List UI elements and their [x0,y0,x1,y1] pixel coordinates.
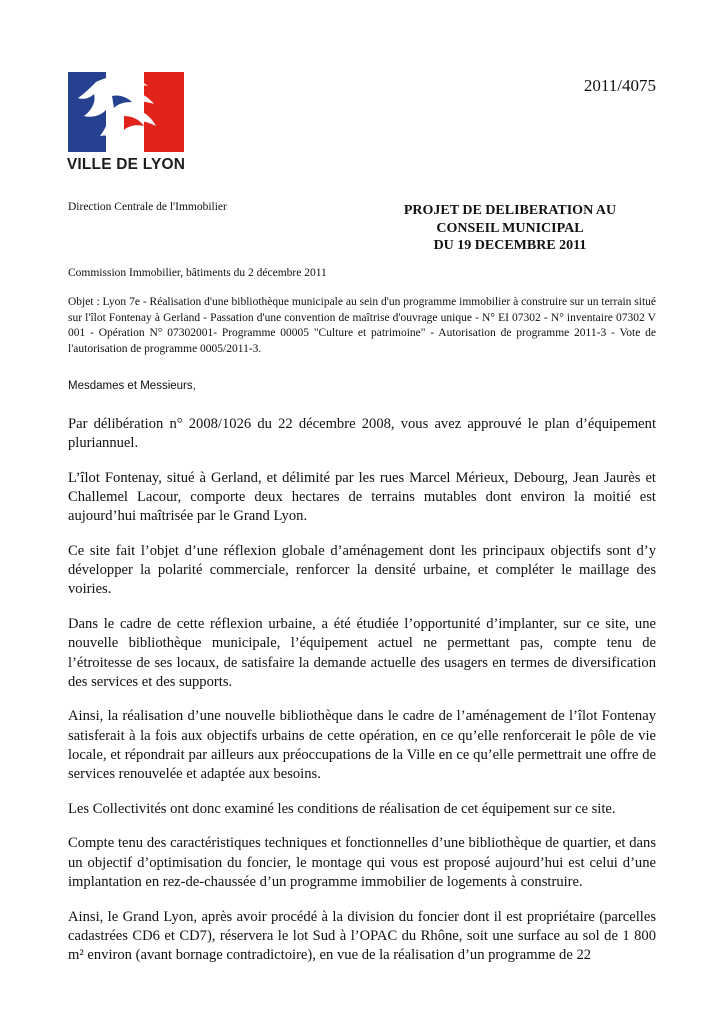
body-paragraph: Les Collectivités ont donc examiné les conditions de réalisation de cet équipement sur ce site. [68,800,616,817]
commission-line: Commission Immobilier, bâtiments du 2 décembre 2011 [68,267,327,279]
body-text [68,415,656,981]
body-paragraph: Ainsi, le Grand Lyon, après avoir procédé à la division du foncier dont il est propriétaire (parcelles cadastrées CD6 et CD7), réservera le lot Sud à l’OPAC du Rhône, soit une surface au sol de 1 800 m² environ (avant bornage contradictoire), en vue de la réalisation d’un programme de 22 [68,908,656,963]
salutation: Mesdames et Messieurs, [68,380,196,392]
projet-title-line: CONSEIL MUNICIPAL [436,220,584,236]
logo-text: VILLE DE LYON [66,156,186,173]
document-number: 2011/4075 [583,76,656,95]
projet-title-line: PROJET DE DELIBERATION AU [403,203,617,218]
body-paragraph: L’îlot Fontenay, situé à Gerland, et délimité par les rues Marcel Mérieux, Debourg, Jean Jaurès et Challemel Lacour, comporte deux hectares de terrains mutables dont environ la moitié est aujourd’hui maîtrisée par le Grand Lyon. [68,469,656,525]
body-paragraph: Ce site fait l’objet d’une réflexion globale d’aménagement dont les principaux objectifs sont d’y développer la polarité commerciale, renforcer la densité urbaine, et compléter le maillage des voiries. [68,543,656,598]
body-paragraph: Ainsi, la réalisation d’une nouvelle bibliothèque dans le cadre de l’aménagement de l’îlot Fontenay satisferait à la fois aux objectifs urbains de cette opération, en ce qu’elle renforcerait le pôle de vie locale, et répondrait par ailleurs aux préoccupations de la Ville en ce qu’elle permettrait une offre de services renouvelée et adaptée aux besoins. [68,708,656,783]
lion-emblem-icon [66,72,186,152]
direction-label: Direction Centrale de l'Immobilier [68,201,227,213]
body-paragraph: Par délibération n° 2008/1026 du 22 décembre 2008, vous avez approuvé le plan d’équipement pluriannuel. [68,416,656,452]
ville-de-lyon-logo [66,72,186,176]
projet-title [360,202,660,255]
body-paragraph: Dans le cadre de cette réflexion urbaine, a été étudiée l’opportunité d’implanter, sur ce site, une nouvelle bibliothèque municipale, l’équipement actuel ne permettant pas, compte tenu de l’étroitesse de ses locaux, de satisfaire la demande actuelle des usagers en termes de diversification des services et des supports. [68,616,656,690]
projet-title-line: DU 19 DECEMBRE 2011 [433,238,587,253]
body-paragraph: Compte tenu des caractéristiques techniques et fonctionnelles d’une bibliothèque de quartier, et dans un objectif d’optimisation du foncier, le montage qui vous est proposé aujourd’hui est celui d’une implantation en rez-de-chaussée d’un programme immobilier de logements à construire. [68,835,656,890]
objet-paragraph: Objet : Lyon 7e - Réalisation d'une bibliothèque municipale au sein d'un programme immobilier à construire sur un terrain situé sur l'îlot Fontenay à Gerland - Passation d'une convention de maîtrise d'ouvrage unique - N° EI 07302 - N° inventaire 07302 V 001 - Opération N° 07302001- Programme 00005 "Culture et patrimoine" - Autorisation de programme 2011-3 - Vote de l'autorisation de programme 0005/2011-3. [68,296,656,355]
